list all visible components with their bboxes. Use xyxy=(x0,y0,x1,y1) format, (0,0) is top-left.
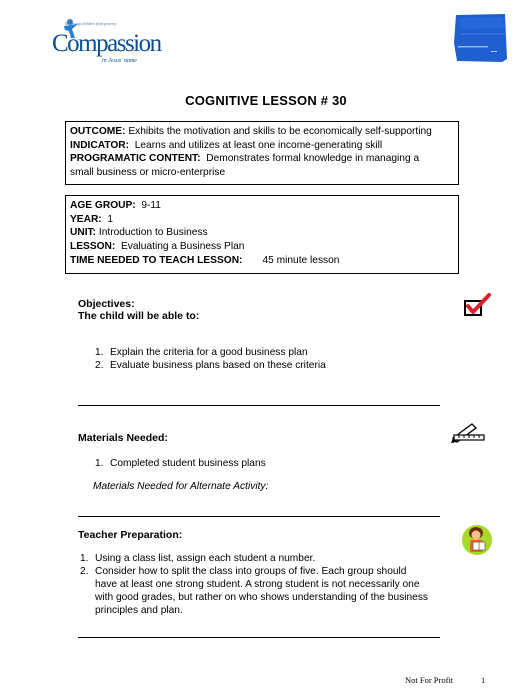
time-row xyxy=(70,254,454,268)
program-label: PROGRAMATIC CONTENT: xyxy=(70,153,201,165)
age-value: 9-11 xyxy=(141,200,161,211)
program-value-line1: Demonstrates formal knowledge in managing a xyxy=(206,153,420,165)
list-item xyxy=(95,457,425,470)
list-item xyxy=(80,552,435,565)
age-row xyxy=(70,199,454,213)
list-text: Explain the criteria for a good business plan xyxy=(110,347,308,358)
list-text: Completed student business plans xyxy=(110,458,266,469)
objectives-heading: Objectives: xyxy=(78,298,135,310)
list-item xyxy=(80,565,435,617)
materials-list xyxy=(95,457,425,470)
indicator-label: INDICATOR: xyxy=(70,139,130,151)
teacher-prep-heading: Teacher Preparation: xyxy=(78,529,183,541)
logo-wordmark: Compassion xyxy=(52,30,161,57)
unit-row xyxy=(70,226,454,240)
unit-value: Introduction to Business xyxy=(98,227,208,239)
footer-not-for-profit: Not For Profit xyxy=(405,675,454,685)
materials-heading: Materials Needed: xyxy=(78,432,168,444)
list-text: Using a class list, assign each student a number. xyxy=(95,553,316,564)
age-label: AGE GROUP: xyxy=(70,200,136,211)
list-number: 1. xyxy=(95,458,104,469)
lesson-value: Evaluating a Business Plan xyxy=(120,241,245,253)
list-item xyxy=(95,346,425,359)
lesson-info-box xyxy=(65,195,459,274)
list-number: 1. xyxy=(80,553,89,564)
list-text: principles and plan. xyxy=(95,605,183,616)
objectives-list xyxy=(95,346,425,372)
compassion-logo xyxy=(52,18,164,68)
divider xyxy=(78,405,440,406)
pencil-ruler-icon xyxy=(450,420,486,444)
outcome-box xyxy=(65,121,459,185)
list-text: with good grades, but rather on who shows understanding of the business xyxy=(95,592,429,603)
list-item xyxy=(95,359,425,372)
list-text: Consider how to split the class into groups of five. Each group should xyxy=(95,566,407,577)
logo-subtitle: in Jesus' name xyxy=(102,58,137,64)
year-row xyxy=(70,213,454,227)
program-row xyxy=(70,152,454,166)
indicator-row xyxy=(70,139,454,153)
logo-tagline: Releasing children from poverty xyxy=(65,21,117,26)
teacher-prep-list xyxy=(80,552,435,617)
divider xyxy=(78,516,440,517)
time-label: TIME NEEDED TO TEACH LESSON: xyxy=(70,254,243,266)
list-text: Evaluate business plans based on these criteria xyxy=(110,360,326,371)
objectives-subheading: The child will be able to: xyxy=(78,310,200,322)
page-number: 1 xyxy=(481,675,486,685)
outcome-value: Exhibits the motivation and skills to be economically self-supporting xyxy=(128,126,432,137)
lesson-title: COGNITIVE LESSON # 30 xyxy=(185,93,347,108)
indicator-value: Learns and utilizes at least one income-generating skill xyxy=(134,139,383,151)
checkbox-check-icon xyxy=(462,293,492,319)
materials-alternate: Materials Needed for Alternate Activity: xyxy=(93,481,269,492)
program-value-line2: small business or micro-enterprise xyxy=(70,167,226,179)
list-text: have at least one strong student. A strong student is not necessarily one xyxy=(95,579,420,590)
list-number: 2. xyxy=(80,566,89,577)
unit-label: UNIT: xyxy=(70,227,97,239)
outcome-row xyxy=(70,125,454,139)
teacher-reading-icon xyxy=(460,521,494,557)
divider xyxy=(78,637,440,638)
year-label: YEAR: xyxy=(70,213,102,225)
time-value: 45 minute lesson xyxy=(262,254,340,266)
lesson-label: LESSON: xyxy=(70,241,116,253)
outcome-label: OUTCOME: xyxy=(70,126,126,137)
blue-brush-block-icon xyxy=(453,13,508,63)
lesson-row xyxy=(70,240,454,254)
list-number: 1. xyxy=(95,347,104,358)
year-value: 1 xyxy=(107,213,114,225)
list-number: 2. xyxy=(95,360,104,371)
